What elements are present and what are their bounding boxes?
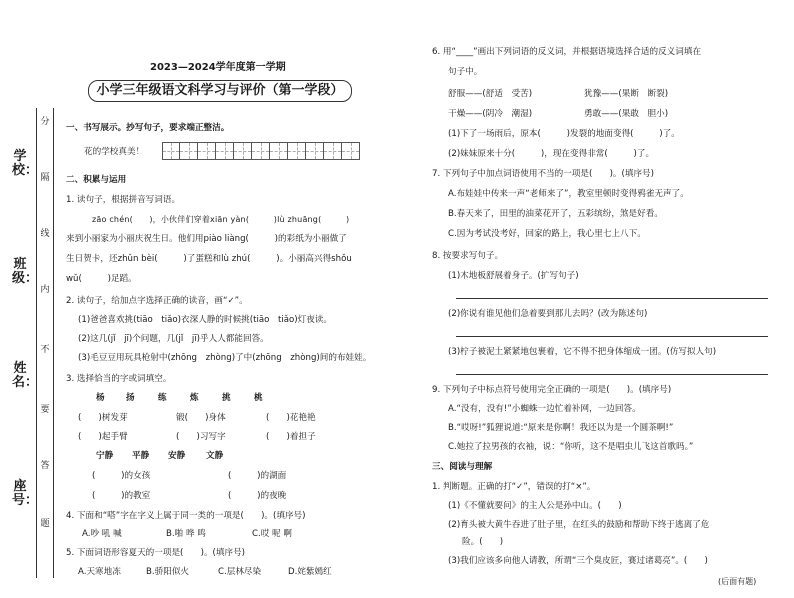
q5-prompt: 5. 下面词语形容夏天的一项是( )。(填序号) xyxy=(66,548,246,558)
name-label: 姓名： xyxy=(12,361,39,391)
binding-char: 线 xyxy=(40,229,50,239)
q5-option: C.层林尽染 xyxy=(218,567,262,577)
q6-pair: 舒服——(舒适 受苦) xyxy=(448,89,533,99)
binding-line xyxy=(36,108,54,578)
q3-blank[interactable]: 锻( )身体 xyxy=(176,413,226,423)
q4-option: A.吵 吼 喊 xyxy=(82,529,122,539)
q4-option: C.哎 呢 啊 xyxy=(252,529,292,539)
q6-pair: 犹豫——(果断 断裂) xyxy=(584,89,669,99)
q8-prompt: 8. 按要求写句子。 xyxy=(432,251,504,261)
q3-blank[interactable]: ( )树发芽 xyxy=(78,413,128,423)
binding-char: 分 xyxy=(40,117,50,127)
q3-choice: 练 xyxy=(158,393,167,403)
binding-char: 内 xyxy=(40,285,50,295)
s3-item: 险。( ) xyxy=(462,537,504,547)
q9-option: C.她拉了拉男孩的衣袖，说：“你听，这不是唱虫儿飞这首歌吗。” xyxy=(448,442,694,452)
s3-item: (1)《不懂就要问》的主人公是孙中山。( ) xyxy=(448,501,622,511)
q3-choice: 挑 xyxy=(222,393,231,403)
q3-prompt: 3. 选择恰当的字或词填空。 xyxy=(66,374,172,384)
q1-line: 生日贺卡，还zhǔn bèi( )了蛋糕和lù zhú( )。小丽高兴得shǒu xyxy=(66,254,352,264)
section-3-heading: 三、阅读与理解 xyxy=(432,462,493,472)
answer-line[interactable] xyxy=(456,336,768,337)
q3-blank[interactable]: ( )的夜晚 xyxy=(228,491,287,501)
s3-item: (3)我们应该多向他人请教，所谓“三个臭皮匠，赛过诸葛亮”。( ) xyxy=(448,556,708,566)
q3-choice: 杨 xyxy=(96,393,105,403)
binding-char: 答 xyxy=(40,461,50,471)
q7-option: B.春天来了，田里的油菜花开了，五彩缤纷，煞是好看。 xyxy=(448,209,663,219)
section-1-heading: 一、书写展示。抄写句子，要求端正整洁。 xyxy=(66,123,230,133)
q3-blank[interactable]: ( )的湖面 xyxy=(228,471,287,481)
answer-line[interactable] xyxy=(456,298,768,299)
page-title: 小学三年级语文科学习与评价（第一学段） xyxy=(88,80,352,102)
section-2-heading: 二、积累与运用 xyxy=(66,175,127,185)
q3-blank[interactable]: ( )花艳艳 xyxy=(266,413,316,423)
q4-prompt: 4. 下面和“嗒”字在字义上属于同一类的一项是( )。(填序号) xyxy=(66,511,306,521)
q3-blank[interactable]: ( )的教室 xyxy=(92,491,151,501)
q5-option: B.骄阳似火 xyxy=(146,567,190,577)
binding-char: 要 xyxy=(40,405,50,415)
q3-choice: 扬 xyxy=(126,393,135,403)
binding-char: 题 xyxy=(40,519,50,529)
q9-prompt: 9. 下列句子中标点符号使用完全正确的一项是( )。(填序号) xyxy=(432,385,672,395)
q4-option: B.啪 哗 鸣 xyxy=(166,529,206,539)
q3-choice: 桃 xyxy=(254,393,263,403)
q6-sentence: (2)妹妹原来十分( )，现在变得非常( )了。 xyxy=(448,149,655,159)
grade-label: 班级： xyxy=(12,257,39,287)
q5-option: D.姹紫嫣红 xyxy=(288,567,332,577)
school-year: 2023—2024学年度第一学期 xyxy=(150,62,286,73)
q3-blank[interactable]: ( )的女孩 xyxy=(92,471,151,481)
q2-line: (3)毛豆豆用玩具枪射中(zhōng zhòng)了中(zhōng zhòng)间的布娃娃。 xyxy=(78,353,372,363)
q6-pair: 勇敢——(果敢 胆小) xyxy=(584,109,669,119)
q3-blank[interactable]: ( )习写字 xyxy=(176,432,226,442)
q5-option: A.天寒地冻 xyxy=(78,567,121,577)
q3-blank[interactable]: ( )着担子 xyxy=(266,432,316,442)
q1-prompt: 1. 读句子，根据拼音写词语。 xyxy=(66,195,181,205)
q6-prompt: 6. 用“____”画出下列词语的反义词，并根据语境选择合适的反义词填在 xyxy=(432,47,702,57)
answer-line[interactable] xyxy=(456,374,768,375)
q3-word: 文静 xyxy=(206,451,224,461)
footer-note: (后面有题) xyxy=(718,577,757,586)
q1-line: wǔ( )足蹈。 xyxy=(66,274,137,284)
q7-option: C.因为考试没考好，回家的路上，我心里七上八下。 xyxy=(448,229,646,239)
binding-char: 隔 xyxy=(40,173,50,183)
q8-item: (3)柠子被泥土紧紧地包裹着，它不得不把身体缩成一团。(仿写拟人句) xyxy=(448,347,717,357)
seat-label: 座号： xyxy=(12,479,39,509)
s3-item: (2)育头被大黄牛吞进了肚子里，在红头的鼓励和帮助下终于逃离了危 xyxy=(448,520,710,530)
q2-prompt: 2. 读句子，给加点字选择正确的读音，画“✓”。 xyxy=(66,296,248,306)
q9-option: B.“哎呀!”狐狸说道:“原来是你啊！我还以为是一个圆茶啊!” xyxy=(448,423,674,433)
q9-option: A.“没有，没有!”小蜘蛛一边忙着补网，一边回答。 xyxy=(448,404,641,414)
binding-char: 不 xyxy=(40,345,50,355)
s3-q1-prompt: 1. 判断题。正确的打“✓”，错误的打“×”。 xyxy=(432,482,596,492)
q2-line: (2)这几(jǐ jī)个问题，几(jǐ jī)乎人人都能回答。 xyxy=(78,334,269,344)
q6-prompt-cont: 句子中。 xyxy=(448,67,483,77)
q3-choice: 炼 xyxy=(190,393,199,403)
school-label: 学校： xyxy=(12,149,39,179)
q2-line: (1)爸爸喜欢挑(tiāo tiǎo)衣深人静的时候挑(tiāo tiǎo)灯夜读。 xyxy=(78,315,332,325)
q7-option: A.布娃娃中传来一声“老师来了”，教室里顿时变得鸦雀无声了。 xyxy=(448,189,689,199)
q7-prompt: 7. 下列句子中加点词语使用不当的一项是( )。(填序号) xyxy=(432,169,654,179)
q6-pair: 干燥——(阴冷 潮湿) xyxy=(448,109,533,119)
q6-sentence: (1)下了一场雨后，原本( )发裂的地面变得( )了。 xyxy=(448,129,680,139)
q8-item: (1)木地板舒展着身子。(扩写句子) xyxy=(448,271,579,281)
writing-grid[interactable] xyxy=(162,142,360,160)
q3-word: 宁静 xyxy=(96,451,114,461)
q1-line: zāo chén( )，小伙伴们穿着xiān yàn( )lù zhuāng( ) xyxy=(92,215,350,224)
q1-line: 来到小丽家为小丽庆祝生日。他们用piào liàng( )的彩纸为小丽做了 xyxy=(66,234,347,244)
q8-item: (2)你说有谁见他们急着要到那儿去吗？(改为陈述句) xyxy=(448,309,648,319)
q3-word: 平静 xyxy=(132,451,150,461)
q3-word: 安静 xyxy=(168,451,186,461)
q3-blank[interactable]: ( )起手臂 xyxy=(78,432,128,442)
copy-sentence: 花的学校真美！ xyxy=(84,147,145,157)
